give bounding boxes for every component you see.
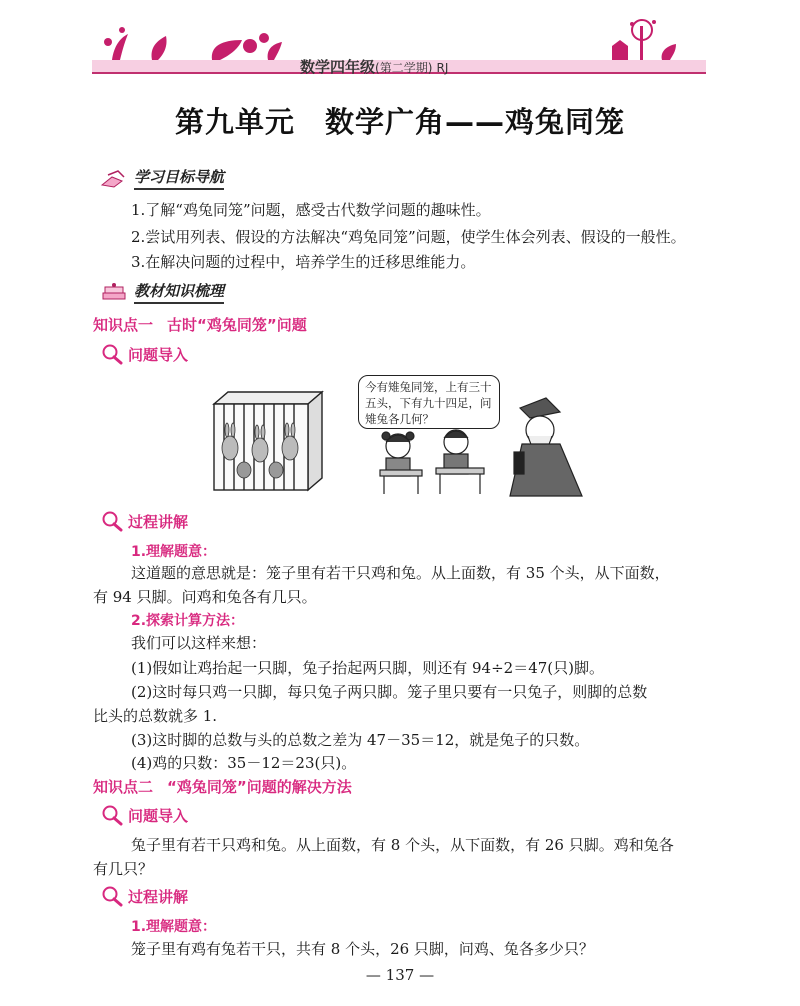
kp2-process-heading-text: 过程讲解 bbox=[128, 887, 189, 906]
kp1-step2-line-3: (2)这时每只鸡一只脚，每只兔子两只脚。笼子里只要有一只兔子，则脚的总数 bbox=[131, 683, 648, 701]
book-title: 数学四年级 bbox=[300, 58, 376, 76]
knowledge-heading bbox=[100, 280, 224, 304]
kp1-step2-line-4: 比头的总数就多 1. bbox=[93, 707, 218, 725]
unit-title: 第九单元 数学广角——鸡兔同笼 bbox=[174, 105, 625, 139]
edition-label: RJ bbox=[436, 61, 449, 75]
old-scholar-icon bbox=[510, 398, 582, 496]
magnifier-icon bbox=[100, 343, 124, 365]
kp1-step2-line-6: (4)鸡的只数：35－12＝23(只)。 bbox=[131, 754, 357, 772]
header-title bbox=[300, 56, 540, 77]
kp1-process-heading-text: 过程讲解 bbox=[128, 512, 189, 531]
magnifier-icon bbox=[100, 885, 124, 907]
kp1-step2-line-1: 我们可以这样来想： bbox=[131, 634, 267, 652]
goal-item-1: 1.了解“鸡兔同笼”问题，感受古代数学问题的趣味性。 bbox=[131, 201, 491, 219]
goal-item-2: 2.尝试用列表、假设的方法解决“鸡兔同笼”问题，使学生体会列表、假设的一般性。 bbox=[131, 228, 686, 246]
magnifier-icon bbox=[100, 510, 124, 532]
kp1-intro-heading bbox=[100, 343, 188, 365]
girl-student-icon bbox=[380, 432, 422, 494]
book-icon bbox=[100, 167, 128, 189]
left-plant-icon bbox=[104, 27, 282, 60]
books-stack-icon bbox=[100, 281, 128, 303]
page-number: — 137 — bbox=[365, 966, 435, 984]
kp1-label: 知识点一 bbox=[93, 316, 154, 334]
kp2-intro-line-1: 兔子里有若干只鸡和兔。从上面数，有 8 个头，从下面数，有 26 只脚。鸡和兔各 bbox=[131, 836, 674, 854]
speech-bubble: 今有雉兔同笼，上有三十五头，下有九十四足，问雉兔各几何？ bbox=[358, 375, 500, 429]
semester-label: (第二学期) bbox=[375, 61, 433, 75]
goal-item-3: 3.在解决问题的过程中，培养学生的迁移思维能力。 bbox=[131, 253, 476, 271]
kp1-process-heading bbox=[100, 510, 188, 532]
kp2-label: 知识点二 bbox=[93, 778, 154, 796]
kp1-intro-heading-text: 问题导入 bbox=[128, 345, 189, 364]
kp2-process-heading bbox=[100, 885, 188, 907]
kp1-step2-line-2: (1)假如让鸡抬起一只脚，兔子抬起两只脚，则还有 94÷2＝47(只)脚。 bbox=[131, 659, 605, 677]
goals-heading-text: 学习目标导航 bbox=[134, 166, 224, 190]
goals-heading bbox=[100, 166, 224, 190]
boy-student-icon bbox=[436, 430, 484, 494]
magnifier-icon bbox=[100, 804, 124, 826]
kp2-step1-line: 笼子里有鸡有兔若干只，共有 8 个头，26 只脚，问鸡、兔各多少只？ bbox=[131, 940, 594, 958]
kp2-intro-line-2: 有几只？ bbox=[93, 860, 154, 878]
right-house-icon bbox=[612, 20, 676, 60]
kp2-step1-title: 1.理解题意： bbox=[131, 919, 217, 935]
kp2-title bbox=[93, 776, 352, 797]
kp1-step2-title: 2.探索计算方法： bbox=[131, 613, 245, 629]
kp1-title bbox=[93, 314, 307, 335]
knowledge-heading-text: 教材知识梳理 bbox=[134, 280, 224, 304]
kp2-title-text: “鸡兔同笼”问题的解决方法 bbox=[167, 778, 352, 796]
kp1-step1-line-2: 有 94 只脚。问鸡和兔各有几只。 bbox=[93, 588, 317, 606]
kp1-title-text: 古时“鸡兔同笼”问题 bbox=[167, 316, 307, 334]
kp1-step1-line-1: 这道题的意思就是：笼子里有若干只鸡和兔。从上面数，有 35 个头，从下面数， bbox=[131, 564, 670, 582]
kp1-step2-line-5: (3)这时脚的总数与头的总数之差为 47－35＝12，就是兔子的只数。 bbox=[131, 731, 590, 749]
kp1-step1-title: 1.理解题意： bbox=[131, 544, 217, 560]
kp2-intro-heading-text: 问题导入 bbox=[128, 806, 189, 825]
kp2-intro-heading bbox=[100, 804, 188, 826]
